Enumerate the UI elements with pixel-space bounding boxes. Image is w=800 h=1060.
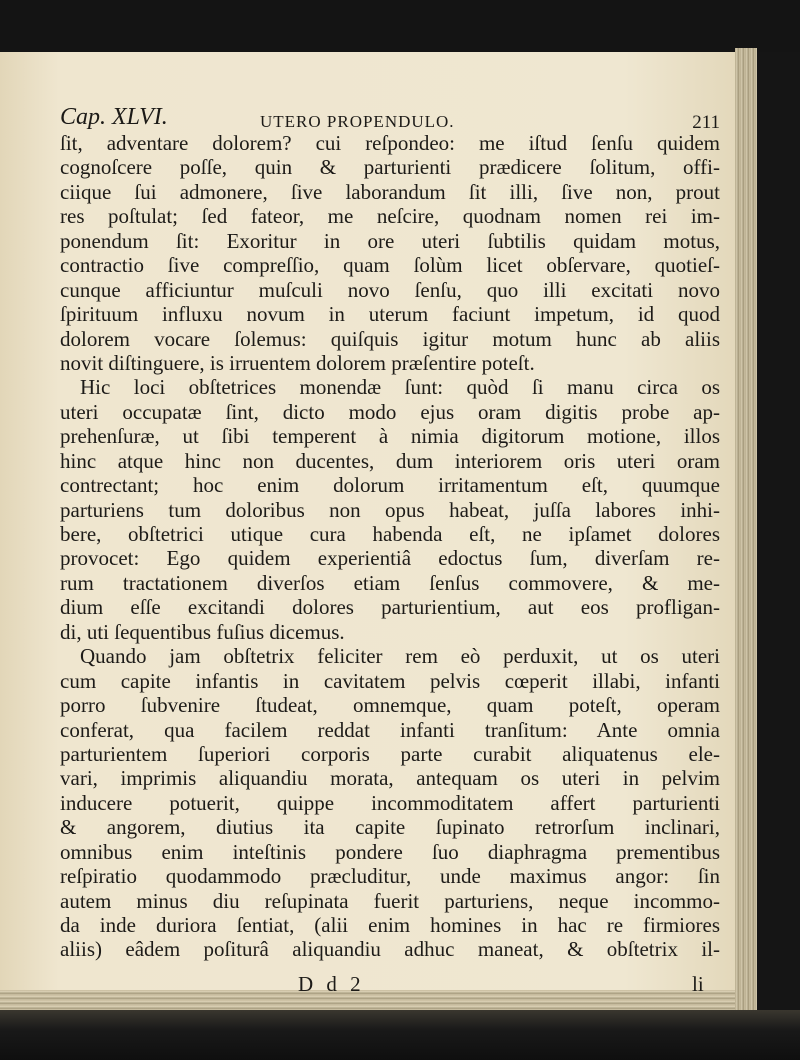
signature-mark: D d 2 — [298, 972, 365, 996]
text-line: aliis) eâdem poſiturâ aliquandiu adhuc maneat, & obſtetrix il- — [60, 937, 720, 962]
text-line: ponendum ſit: Exoritur in ore uteri ſubtilis quidam motus, — [60, 228, 720, 253]
text-line: cunque afficiuntur muſculi novo ſenſu, quo illi excitati novo — [60, 277, 720, 302]
dark-background-top — [0, 0, 800, 52]
text-line: contrectant; hoc enim dolorum irritamentum eſt, quumque — [60, 473, 720, 498]
text-line: res poſtulat; ſed fateor, me neſcire, quodnam nomen rei im- — [60, 204, 720, 229]
text-line: rum tractationem diverſos etiam ſenſus commovere, & me- — [60, 570, 720, 595]
text-line: prehenſuræ, ut ſibi temperent à nimia digitorum motione, illos — [60, 424, 720, 449]
text-line: vari, imprimis aliquandiu morata, antequam os uteri in pelvim — [60, 766, 720, 791]
text-line: ſpirituum influxu novum in uterum faciunt impetum, id quod — [60, 302, 720, 327]
text-line: uteri occupatæ ſint, dicto modo ejus oram digitis probe ap- — [60, 399, 720, 424]
paragraph-start-line: Hic loci obſtetrices monendæ ſunt: quòd ſi manu circa os — [80, 375, 720, 400]
page-number: 211 — [692, 112, 720, 133]
text-line: bere, obſtetrici utique cura habenda eſt, ne ipſamet dolores — [60, 522, 720, 546]
text-line: conferat, qua facilem reddat infanti tranſitum: Ante omnia — [60, 717, 720, 742]
text-line: inducere potuerit, quippe incommoditatem affert parturienti — [60, 790, 720, 815]
page-bottom-edge — [0, 990, 735, 1012]
body-text — [60, 131, 720, 962]
text-line: cognoſcere poſſe, quin & parturienti prædicere ſolitum, offi- — [60, 155, 720, 180]
text-line: hinc atque hinc non ducentes, dum interiorem oris uteri oram — [60, 448, 720, 473]
catchword: li — [692, 972, 704, 996]
text-line: autem minus diu reſupinata fuerit parturiens, neque incommo- — [60, 888, 720, 913]
paragraph-start-line: Quando jam obſtetrix feliciter rem eò perduxit, ut os uteri — [80, 644, 720, 669]
dark-background-bottom — [0, 1010, 800, 1060]
running-title: UTERO PROPENDULO. — [260, 112, 455, 131]
text-line: & angorem, diutius ita capite ſupinato retrorſum inclinari, — [60, 815, 720, 840]
text-line: parturiens tum doloribus non opus habeat, juſſa labores inhi- — [60, 497, 720, 522]
text-line: dium eſſe excitandi dolores parturientium, aut eos profligan- — [60, 595, 720, 620]
text-line: porro ſubvenire ſtudeat, omnemque, quam poteſt, operam — [60, 693, 720, 718]
text-line: da inde duriora ſentiat, (alii enim homines in hac re firmiores — [60, 913, 720, 937]
text-line: omnibus enim inteſtinis pondere ſuo diaphragma prementibus — [60, 839, 720, 864]
text-line: cum capite infantis in cavitatem pelvis cœperit illabi, infanti — [60, 668, 720, 693]
text-line: parturientem ſuperiori corporis parte curabit aliquatenus ele- — [60, 741, 720, 766]
text-line: reſpiratio quodammodo præcluditur, unde maximus angor: ſin — [60, 864, 720, 889]
chapter-heading: Cap. XLVI. — [60, 104, 168, 130]
text-line: ſit, adventare dolorem? cui reſpondeo: me iſtud ſenſu quidem — [60, 131, 720, 155]
text-line: provocet: Ego quidem experientiâ edoctus ſum, diverſam re- — [60, 546, 720, 571]
text-line: di, uti ſequentibus fuſius dicemus. — [60, 619, 345, 644]
text-line: contractio ſive compreſſio, quam ſolùm licet obſervare, quotieſ- — [60, 253, 720, 278]
text-line: ciique ſui admonere, ſive laborandum ſit illi, ſive non, prout — [60, 179, 720, 204]
text-line: dolorem vocare ſolemus: quiſquis igitur motum hunc ab aliis — [60, 326, 720, 351]
page-fore-edge — [735, 48, 757, 1014]
text-line: novit diſtinguere, is irruentem dolorem præſentire poteſt. — [60, 350, 535, 375]
